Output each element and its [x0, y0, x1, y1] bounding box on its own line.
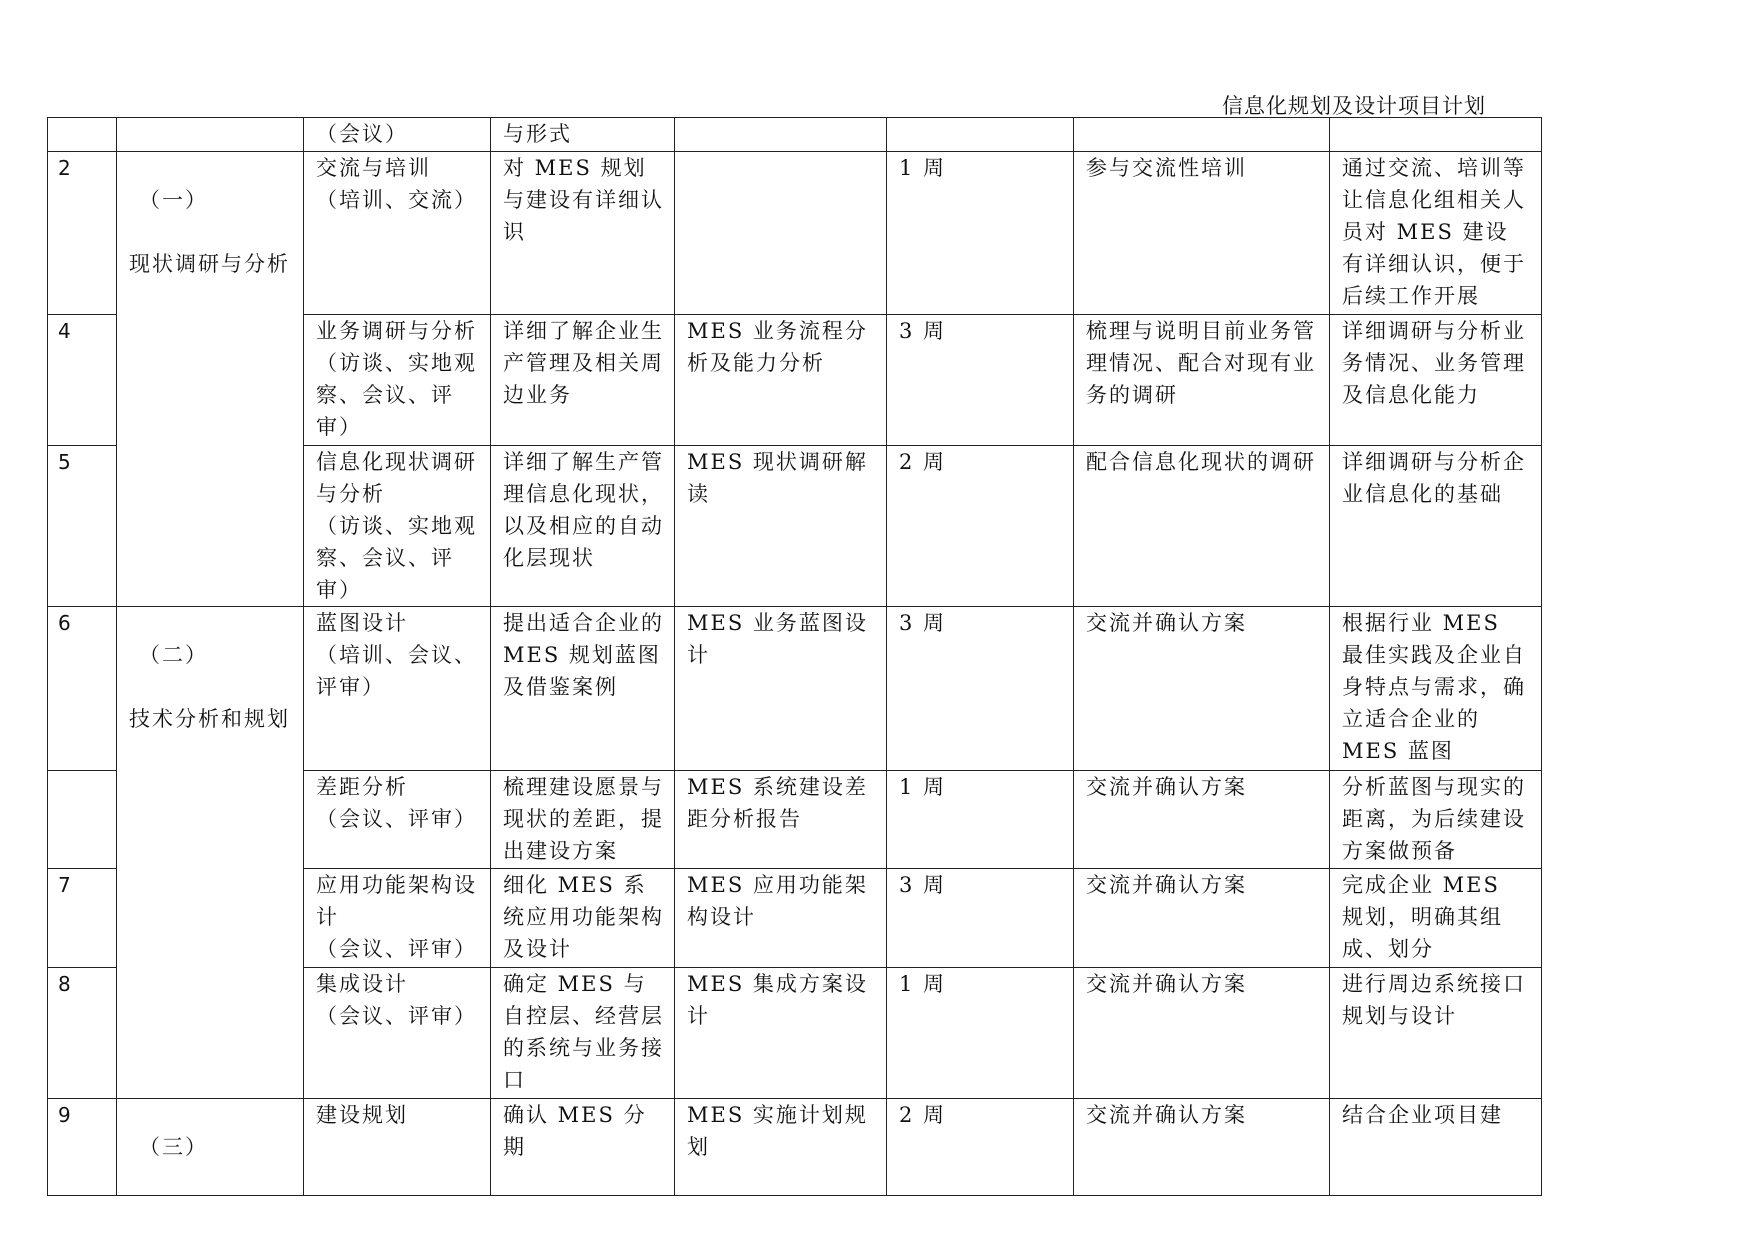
client-task-cell: 交流并确认方案 [1074, 968, 1330, 1099]
activity-cell: 建设规划 [304, 1099, 491, 1196]
duration-cell: 1 周 [887, 152, 1074, 315]
activity-cell: 差距分析 （会议、评审） [304, 771, 491, 869]
client-task-cell: 交流并确认方案 [1074, 771, 1330, 869]
content-cell: 与形式 [491, 118, 675, 152]
deliverable-cell: MES 应用功能架构设计 [675, 869, 887, 968]
client-task-cell: 交流并确认方案 [1074, 1099, 1330, 1196]
client-task-cell: 梳理与说明目前业务管理情况、配合对现有业务的调研 [1074, 315, 1330, 446]
activity-cell: 交流与培训 （培训、交流） [304, 152, 491, 315]
row-number: 4 [48, 315, 117, 446]
stage-cell [117, 607, 304, 1099]
content-cell: 详细了解企业生产管理及相关周边业务 [491, 315, 675, 446]
table-row [48, 607, 1542, 771]
goal-cell: 进行周边系统接口规划与设计 [1330, 968, 1542, 1099]
content-cell: 提出适合企业的 MES 规划蓝图及借鉴案例 [491, 607, 675, 771]
client-task-cell: 交流并确认方案 [1074, 607, 1330, 771]
goal-cell: 通过交流、培训等让信息化组相关人员对 MES 建设有详细认识，便于后续工作开展 [1330, 152, 1542, 315]
duration-cell: 3 周 [887, 607, 1074, 771]
client-task-cell: 交流并确认方案 [1074, 869, 1330, 968]
duration-cell [887, 118, 1074, 152]
goal-cell: 根据行业 MES 最佳实践及企业自身特点与需求，确立适合企业的 MES 蓝图 [1330, 607, 1542, 771]
goal-cell: 详细调研与分析企业信息化的基础 [1330, 446, 1542, 607]
row-number: 5 [48, 446, 117, 607]
deliverable-cell [675, 118, 887, 152]
table-row [48, 1099, 1542, 1196]
client-task-cell: 配合信息化现状的调研 [1074, 446, 1330, 607]
page-header-title: 信息化规划及设计项目计划 [1222, 94, 1486, 118]
content-cell: 详细了解生产管理信息化现状，以及相应的自动化层现状 [491, 446, 675, 607]
row-number: 9 [48, 1099, 117, 1196]
duration-cell: 3 周 [887, 315, 1074, 446]
client-task-cell [1074, 118, 1330, 152]
table-row [48, 118, 1542, 152]
duration-cell: 2 周 [887, 1099, 1074, 1196]
client-task-cell: 参与交流性培训 [1074, 152, 1330, 315]
activity-cell: （会议） [304, 118, 491, 152]
activity-cell: 集成设计 （会议、评审） [304, 968, 491, 1099]
activity-cell: 信息化现状调研与分析 （访谈、实地观察、会议、评审） [304, 446, 491, 607]
project-plan-table [47, 117, 1542, 1196]
row-number: 8 [48, 968, 117, 1099]
deliverable-cell: MES 业务流程分析及能力分析 [675, 315, 887, 446]
deliverable-cell: MES 系统建设差距分析报告 [675, 771, 887, 869]
goal-cell: 完成企业 MES 规划，明确其组成、划分 [1330, 869, 1542, 968]
stage-cell [117, 152, 304, 607]
duration-cell: 2 周 [887, 446, 1074, 607]
row-number: 7 [48, 869, 117, 968]
goal-cell: 详细调研与分析业务情况、业务管理及信息化能力 [1330, 315, 1542, 446]
content-cell: 梳理建设愿景与现状的差距，提出建设方案 [491, 771, 675, 869]
content-cell: 确认 MES 分期 [491, 1099, 675, 1196]
activity-cell: 蓝图设计 （培训、会议、评审） [304, 607, 491, 771]
deliverable-cell [675, 152, 887, 315]
stage-code: （一） [139, 188, 208, 212]
table-row [48, 152, 1542, 315]
duration-cell: 1 周 [887, 771, 1074, 869]
duration-cell: 3 周 [887, 869, 1074, 968]
stage-name: 现状调研与分析 [129, 252, 290, 276]
goal-cell: 结合企业项目建 [1330, 1099, 1542, 1196]
row-number [48, 771, 117, 869]
stage-code: （二） [139, 643, 208, 667]
activity-cell: 业务调研与分析 （访谈、实地观察、会议、评审） [304, 315, 491, 446]
goal-cell [1330, 118, 1542, 152]
stage-cell [117, 1099, 304, 1196]
activity-cell: 应用功能架构设计 （会议、评审） [304, 869, 491, 968]
deliverable-cell: MES 业务蓝图设计 [675, 607, 887, 771]
goal-cell: 分析蓝图与现实的距离，为后续建设方案做预备 [1330, 771, 1542, 869]
stage-name: 技术分析和规划 [129, 707, 290, 731]
row-number [48, 118, 117, 152]
stage-code: （三） [139, 1135, 208, 1159]
content-cell: 确定 MES 与自控层、经营层的系统与业务接口 [491, 968, 675, 1099]
deliverable-cell: MES 实施计划规划 [675, 1099, 887, 1196]
deliverable-cell: MES 现状调研解读 [675, 446, 887, 607]
stage-cell [117, 118, 304, 152]
duration-cell: 1 周 [887, 968, 1074, 1099]
content-cell: 细化 MES 系统应用功能架构及设计 [491, 869, 675, 968]
content-cell: 对 MES 规划与建设有详细认识 [491, 152, 675, 315]
row-number: 6 [48, 607, 117, 771]
row-number: 2 [48, 152, 117, 315]
deliverable-cell: MES 集成方案设计 [675, 968, 887, 1099]
